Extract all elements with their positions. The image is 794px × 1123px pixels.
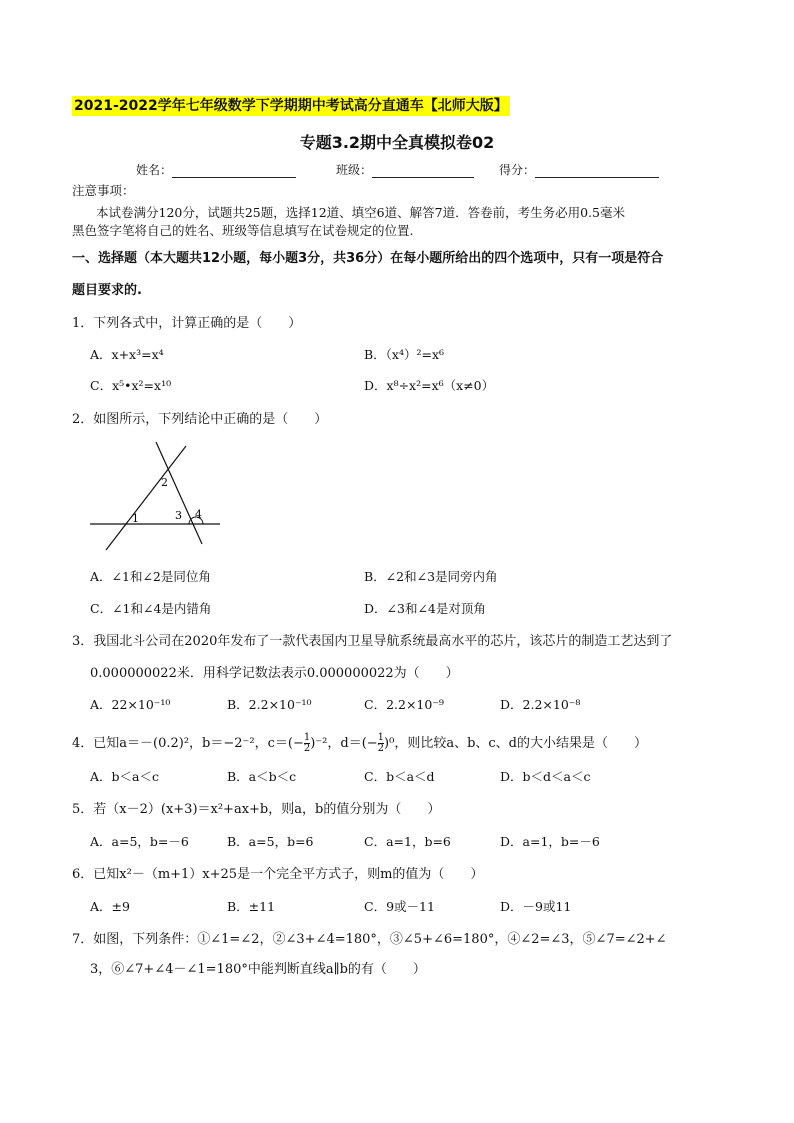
q2-option-a[interactable]: A．∠1和∠2是同位角 [90,569,211,584]
q2-option-d[interactable]: D．∠3和∠4是对顶角 [364,601,486,616]
q3-option-b[interactable]: B．2.2×10⁻¹⁰ [227,697,312,712]
q2-option-c[interactable]: C．∠1和∠4是内错角 [90,601,212,616]
exam-banner: 2021-2022学年七年级数学下学期期中考试高分直通车【北师大版】 [74,98,508,114]
q3-option-c[interactable]: C．2.2×10⁻⁹ [364,697,444,712]
notice-line-2: 黑色签字笔将自己的姓名、班级等信息填写在试卷规定的位置. [72,223,414,238]
question-6-stem: 6．已知x²－（m+1）x+25是一个完全平方式子，则m的值为（ ） [72,867,484,882]
q4-frac-c-denominator: 2 [303,743,311,754]
class-blank[interactable] [372,163,474,178]
name-blank[interactable] [172,163,296,178]
question-3-stem-line-1: 3．我国北斗公司在2020年发布了一款代表国内卫星导航系统最高水平的芯片，该芯片的制造工艺达到了 [72,634,673,649]
q4-option-a[interactable]: A．b＜a＜c [90,769,159,784]
q4-option-d[interactable]: D．b＜d＜a＜c [500,769,591,784]
question-5-stem: 5．若（x－2）(x+3)＝x²+ax+b，则a，b的值分别为（ ） [72,802,441,817]
q6-option-c[interactable]: C．9或－11 [364,899,435,914]
q4-stem-part-3: )⁰，则比较a、b、c、d的大小结果是（ ） [384,736,648,751]
q4-option-b[interactable]: B．a＜b＜c [227,769,297,784]
score-field[interactable] [499,161,659,178]
class-label: 班级： [336,163,373,177]
q1-option-c[interactable]: C．x⁵•x²=x¹⁰ [90,378,172,393]
q4-stem-part-1: 4．已知a＝－(0.2)²，b＝−2⁻²，c＝(− [72,736,304,751]
q5-option-b[interactable]: B．a=5，b=6 [227,834,314,849]
q4-frac-d-denominator: 2 [377,743,385,754]
question-2-stem: 2．如图所示，下列结论中正确的是（ ） [72,412,328,427]
question-7-stem-line-2: 3，⑥∠7+∠4－∠1=180°中能判断直线a∥b的有（ ） [90,962,426,977]
name-label: 姓名： [136,163,173,177]
angle-label-3: 3 [175,509,182,522]
angle-label-4: 4 [195,508,202,521]
page-title: 专题3.2期中全真模拟卷02 [299,133,495,152]
angle-figure [88,440,228,552]
score-label: 得分： [499,163,536,177]
question-7-stem-line-1: 7．如图，下列条件：①∠1=∠2，②∠3+∠4=180°，③∠5+∠6=180°，④∠2=∠3，⑤∠7=∠2+∠ [72,932,667,947]
q5-option-a[interactable]: A．a=5，b=－6 [90,834,189,849]
q6-option-d[interactable]: D．－9或11 [500,899,572,914]
q5-option-c[interactable]: C．a=1，b=6 [364,834,451,849]
q4-stem-part-2: )⁻²，d＝(− [310,736,378,751]
section-heading-line-1: 一、选择题（本大题共12小题，每小题3分，共36分）在每小题所给出的四个选项中，只有一项是符合 [72,251,664,266]
q3-option-a[interactable]: A．22×10⁻¹⁰ [90,697,171,712]
q1-option-d[interactable]: D．x⁸÷x²=x⁶（x≠0） [364,378,495,393]
q6-option-b[interactable]: B．±11 [227,899,276,914]
question-3-stem-line-2: 0.000000022米．用科学记数法表示0.000000022为（ ） [90,666,459,681]
name-field[interactable] [136,161,296,178]
notice-label: 注意事项： [72,183,135,198]
q6-option-a[interactable]: A．±9 [90,899,130,914]
question-1-stem: 1．下列各式中，计算正确的是（ ） [72,316,302,331]
q4-option-c[interactable]: C．b＜a＜d [364,769,435,784]
class-field[interactable] [336,161,474,178]
q3-option-d[interactable]: D．2.2×10⁻⁸ [500,697,581,712]
q2-option-b[interactable]: B．∠2和∠3是同旁内角 [364,569,498,584]
q5-option-d[interactable]: D．a=1，b=－6 [500,834,600,849]
angle-label-1: 1 [132,512,139,525]
q4-frac-d-numerator: 1 [377,732,385,743]
score-blank[interactable] [535,163,659,178]
q1-option-b[interactable]: B．（x⁴）²=x⁶ [364,347,445,362]
notice-line-1: 本试卷满分120分，试题共25题，选择12道、填空6道、解答7道．答卷前，考生务必用0.5毫米 [96,205,625,220]
section-heading-line-2: 题目要求的. [72,283,142,298]
angle-label-2: 2 [161,476,168,489]
question-4-stem [72,733,732,754]
q1-option-a[interactable]: A．x+x³=x⁴ [90,347,164,362]
q4-frac-c-numerator: 1 [303,732,311,743]
